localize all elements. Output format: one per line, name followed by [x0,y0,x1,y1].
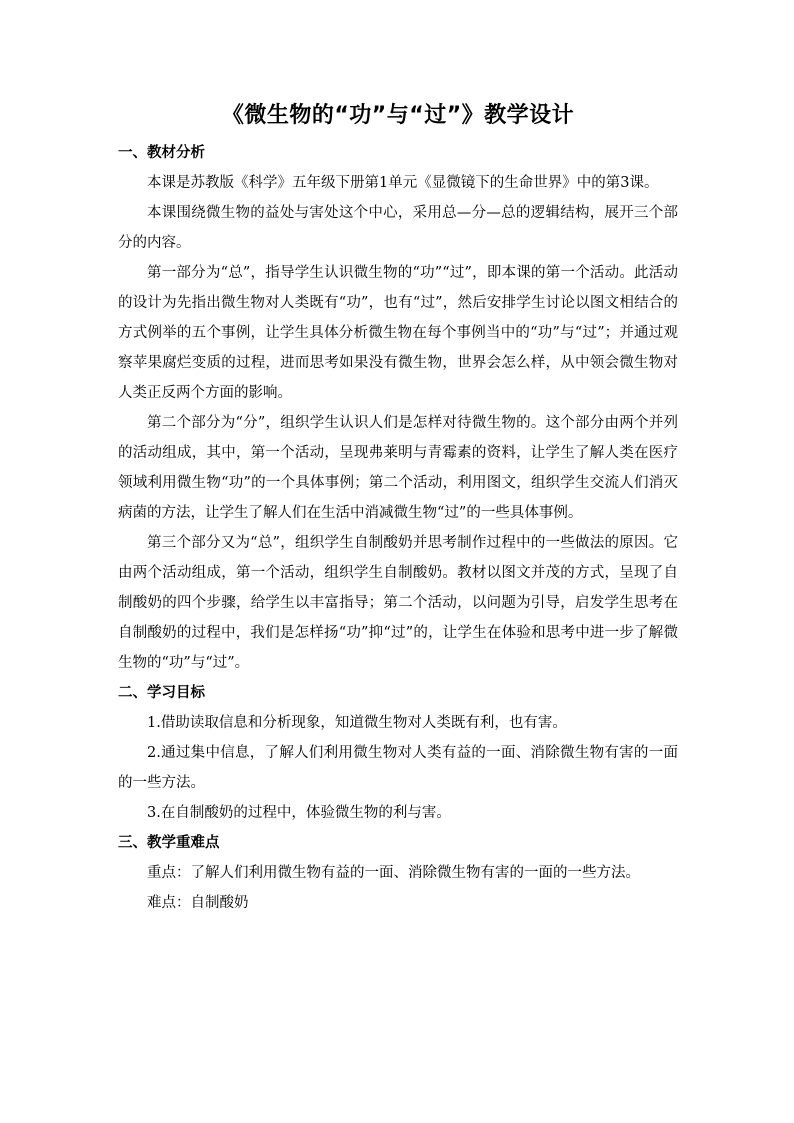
section-key-difficult-points [118,828,678,918]
objective-item: 1.借助读取信息和分析现象，知道微生物对人类既有利，也有害。 [147,715,567,731]
section-learning-objectives [118,678,678,828]
paragraph: 第二个部分为“分”，组织学生认识人们是怎样对待微生物的。这个部分由两个并列的活动组成，其中，第一个活动，呈现弗莱明与青霉素的资料，让学生了解人类在医疗领域利用微生物“功”的一个具体事例；第二个活动，利用图文，组织学生交流人们消灭病菌的方法，让学生了解人们在生活中消减微生物“过”的一些具体事例。 [118,415,678,521]
paragraph: 第三个部分又为“总”，组织学生自制酸奶并思考制作过程中的一些做法的原因。它由两个活动组成，第一个活动，组织学生自制酸奶。教材以图文并茂的方式，呈现了自制酸奶的四个步骤，给学生以丰富指导；第二个活动，以问题为引导，启发学生思考在自制酸奶的过程中，我们是怎样扬“功”抑“过”的，让学生在体验和思考中进一步了解微生物的“功”与“过”。 [118,535,678,671]
document-page [118,100,678,918]
paragraph: 本课围绕微生物的益处与害处这个中心，采用总—分—总的逻辑结构，展开三个部分的内容。 [118,205,678,251]
section-textbook-analysis [118,138,678,678]
section-heading: 二、学习目标 [118,685,205,701]
difficult-point: 难点：自制酸奶 [147,895,249,911]
objective-item: 2.通过集中信息，了解人们利用微生物对人类有益的一面、消除微生物有害的一面的一些方法。 [118,745,678,791]
section-heading: 三、教学重难点 [118,835,220,851]
paragraph: 第一部分为“总”，指导学生认识微生物的“功”“过”，即本课的第一个活动。此活动的设计为先指出微生物对人类既有“功”，也有“过”，然后安排学生讨论以图文相结合的方式例举的五个事例，让学生具体分析微生物在每个事例当中的“功”与“过”；并通过观察苹果腐烂变质的过程，进而思考如果没有微生物，世界会怎么样，从中领会微生物对人类正反两个方面的影响。 [118,265,678,401]
section-heading: 一、教材分析 [118,145,205,161]
document-title: 《微生物的“功”与“过”》教学设计 [221,103,575,128]
key-point: 重点：了解人们利用微生物有益的一面、消除微生物有害的一面的一些方法。 [147,865,640,881]
objective-item: 3.在自制酸奶的过程中，体验微生物的利与害。 [147,805,451,821]
paragraph: 本课是苏教版《科学》五年级下册第1单元《显微镜下的生命世界》中的第3课。 [147,175,659,191]
